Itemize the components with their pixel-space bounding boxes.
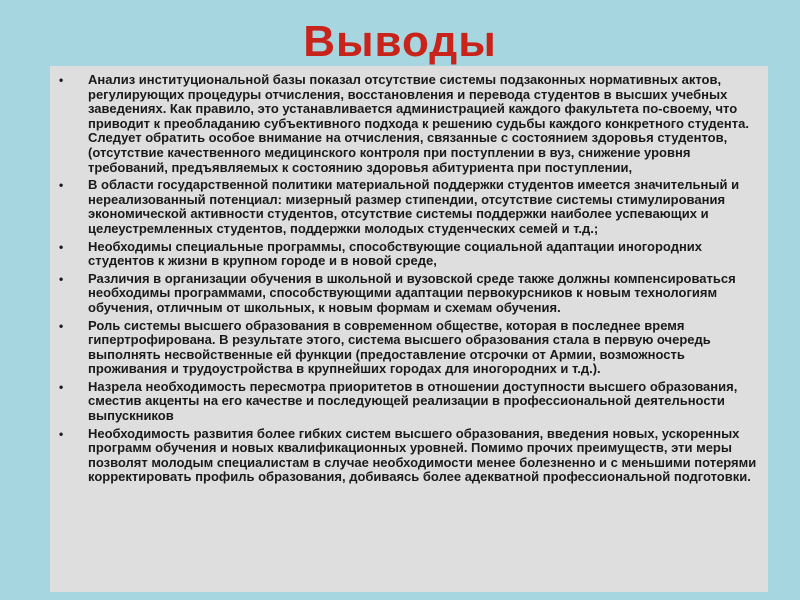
slide-title: Выводы [303,17,497,66]
bullet-text-5: Роль системы высшего образования в современном обществе, которая в последнее время гипертрофирована. В результате этого, система высшего образования стала в первую очередь выполнять несвойственные ей функции (предоставление отсрочки от Армии, возможность проживания и трудоустройства в крупнейших городах для иногородних и т.д.). [88,317,711,377]
bullet-text-3: Необходимы специальные программы, способствующие социальной адаптации иногородних студентов к жизни в крупном городе и в новой среде, [88,238,703,269]
bullet-dot-icon: • [59,318,64,333]
bullet-item-5 [59,317,762,377]
bullet-dot-icon: • [59,178,64,193]
bullet-text-6: Назрела необходимость пересмотра приоритетов в отношении доступности высшего образования, сместив акценты на его качестве и последующей реализации в профессиональной деятельности выпускников [88,378,738,424]
bullet-list [59,72,762,485]
bullet-dot-icon: • [59,239,64,254]
bullet-text-7: Необходимость развития более гибких систем высшего образования, введения новых, ускоренных программ обучения и новых квалификационных уровней. Помимо прочих преимуществ, эти меры позволят молодым специалистам в случае необходимости менее болезненно и с меньшими потерями корректировать профиль образования, добиваясь более адекватной профессиональной подготовки. [88,425,757,485]
bullet-item-6 [59,378,762,424]
bullet-text-4: Различия в организации обучения в школьной и вузовской среде также должны компенсироваться необходимы программами, способствующими адаптации первокурсников к новым технологиям обучения, отличным от школьных, к новым формам и схемам обучения. [88,270,736,315]
bullet-dot-icon: • [59,379,64,394]
bullet-text-1: Анализ институциональной базы показал отсутствие системы подзаконных нормативных актов, регулирующих процедуры отчисления, восстановления и перевода студентов в высших учебных заведениях. Как правило, это устанавливается администрацией каждого факультета по-своему, что приводит к преобладанию субъективного подхода к решению судьбы каждого конкретного студента. Следует обратить особое внимание на отчисления, связанные с состоянием здоровья студентов, (отсутствие качественного медицинского контроля при поступлении в вуз, снижение уровня требований, предъявляемых к состоянию здоровья абитуриента при поступлении, [88,72,749,175]
content-panel [50,66,768,592]
bullet-item-7 [59,425,762,485]
bullet-dot-icon: • [59,271,64,286]
bullet-dot-icon: • [59,73,64,87]
bullet-dot-icon: • [59,426,64,441]
bullet-item-3 [59,238,762,269]
bullet-item-2 [59,177,762,236]
bullet-item-1 [59,72,762,175]
bullet-item-4 [59,270,762,316]
bullet-text-2: В области государственной политики материальной поддержки студентов имеется значительный и нереализованный потенциал: мизерный размер стипендии, отсутствие системы стимулирования экономической активности студентов, отсутствие системы поддержки наиболее успевающих и целеустремленных студентов, поддержки молодых студенческих семей и т.д.; [88,177,740,236]
